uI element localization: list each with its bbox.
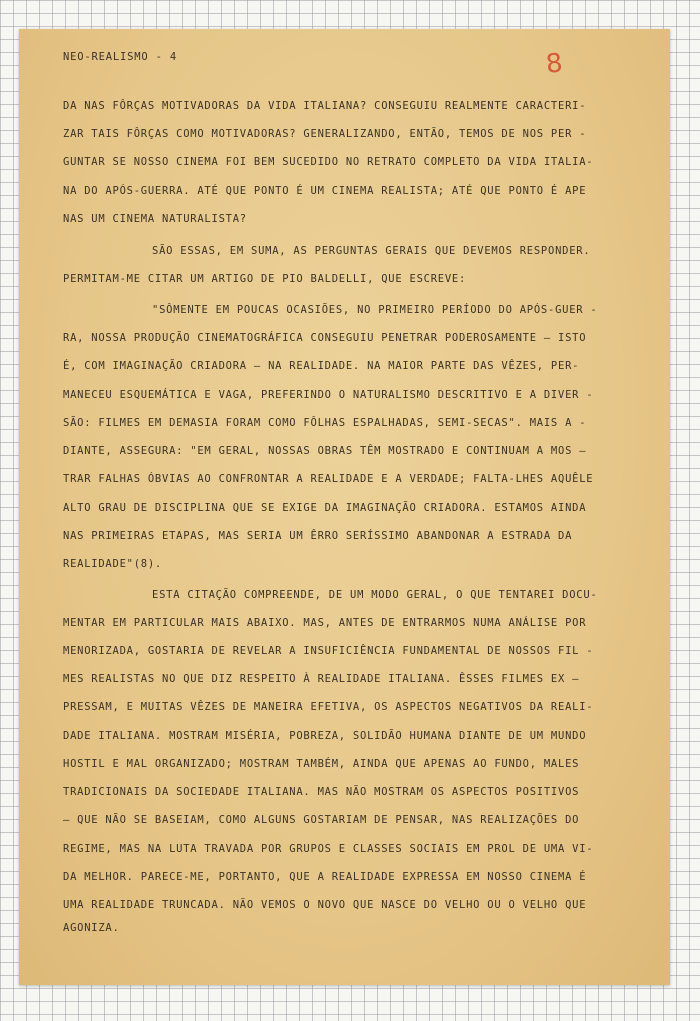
page-header: NEO-REALISMO - 4 — [63, 51, 177, 63]
text-line: ALTO GRAU DE DISCIPLINA QUE SE EXIGE DA IMAGINAÇÃO CRIADORA. ESTAMOS AINDA — [63, 502, 587, 514]
text-line: RA, NOSSA PRODUÇÃO CINEMATOGRÁFICA CONSEGUIU PENETRAR PODEROSAMENTE — ISTO — [63, 332, 587, 344]
text-line: TRADICIONAIS DA SOCIEDADE ITALIANA. MAS NÃO MOSTRAM OS ASPECTOS POSITIVOS — [63, 786, 580, 798]
text-line: NA DO APÓS-GUERRA. ATÉ QUE PONTO É UM CINEMA REALISTA; ATÉ QUE PONTO É APE — [63, 185, 587, 197]
text-line: DIANTE, ASSEGURA: "EM GERAL, NOSSAS OBRAS TÊM MOSTRADO E CONTINUAM A MOS — — [63, 445, 587, 457]
text-line: É, COM IMAGINAÇÃO CRIADORA — NA REALIDADE. NA MAIOR PARTE DAS VÊZES, PER- — [63, 360, 580, 372]
text-line: "SÔMENTE EM POUCAS OCASIÕES, NO PRIMEIRO PERÍODO DO APÓS-GUER - — [152, 304, 598, 316]
text-line: ESTA CITAÇÃO COMPREENDE, DE UM MODO GERAL, O QUE TENTAREI DOCU- — [152, 589, 598, 601]
text-line: REGIME, MAS NA LUTA TRAVADA POR GRUPOS E CLASSES SOCIAIS EM PROL DE UMA VI- — [63, 843, 594, 855]
text-line: — QUE NÃO SE BASEIAM, COMO ALGUNS GOSTARIAM DE PENSAR, NAS REALIZAÇÕES DO — [63, 814, 580, 826]
text-line: MENTAR EM PARTICULAR MAIS ABAIXO. MAS, ANTES DE ENTRARMOS NUMA ANÁLISE POR — [63, 617, 587, 629]
handwritten-page-number: 8 — [544, 48, 565, 80]
text-line: HOSTIL E MAL ORGANIZADO; MOSTRAM TAMBÉM, AINDA QUE APENAS AO FUNDO, MALES — [63, 758, 580, 770]
text-line: TRAR FALHAS ÓBVIAS AO CONFRONTAR A REALIDADE E A VERDADE; FALTA-LHES AQUÊLE — [63, 473, 594, 485]
text-line: MES REALISTAS NO QUE DIZ RESPEITO À REALIDADE ITALIANA. ÊSSES FILMES EX — — [63, 673, 580, 685]
text-line: MENORIZADA, GOSTARIA DE REVELAR A INSUFICIÊNCIA FUNDAMENTAL DE NOSSOS FIL - — [63, 645, 594, 657]
text-line: PERMITAM-ME CITAR UM ARTIGO DE PIO BALDELLI, QUE ESCREVE: — [63, 273, 467, 285]
text-line: DA MELHOR. PARECE-ME, PORTANTO, QUE A REALIDADE EXPRESSA EM NOSSO CINEMA É — [63, 871, 587, 883]
text-line: DADE ITALIANA. MOSTRAM MISÉRIA, POBREZA, SOLIDÃO HUMANA DIANTE DE UM MUNDO — [63, 730, 587, 742]
text-line: REALIDADE"(8). — [63, 558, 163, 570]
text-line: UMA REALIDADE TRUNCADA. NÃO VEMOS O NOVO QUE NASCE DO VELHO OU O VELHO QUE — [63, 899, 587, 911]
text-line: MANECEU ESQUEMÁTICA E VAGA, PREFERINDO O NATURALISMO DESCRITIVO E A DIVER - — [63, 389, 594, 401]
typewritten-page — [19, 29, 670, 985]
text-line: NAS PRIMEIRAS ETAPAS, MAS SERIA UM ÊRRO SERÍSSIMO ABANDONAR A ESTRADA DA — [63, 530, 573, 542]
text-line: GUNTAR SE NOSSO CINEMA FOI BEM SUCEDIDO NO RETRATO COMPLETO DA VIDA ITALIA- — [63, 156, 594, 168]
text-line: PRESSAM, E MUITAS VÊZES DE MANEIRA EFETIVA, OS ASPECTOS NEGATIVOS DA REALI- — [63, 701, 594, 713]
text-line: AGONIZA. — [63, 922, 120, 934]
text-line: SÃO ESSAS, EM SUMA, AS PERGUNTAS GERAIS QUE DEVEMOS RESPONDER. — [152, 245, 591, 257]
text-line: NAS UM CINEMA NATURALISTA? — [63, 213, 247, 225]
text-line: ZAR TAIS FÔRÇAS COMO MOTIVADORAS? GENERALIZANDO, ENTÃO, TEMOS DE NOS PER - — [63, 128, 587, 140]
text-line: SÃO: FILMES EM DEMASIA FORAM COMO FÔLHAS ESPALHADAS, SEMI-SECAS". MAIS A - — [63, 417, 587, 429]
text-line: DA NAS FÔRÇAS MOTIVADORAS DA VIDA ITALIANA? CONSEGUIU REALMENTE CARACTERI- — [63, 100, 587, 112]
